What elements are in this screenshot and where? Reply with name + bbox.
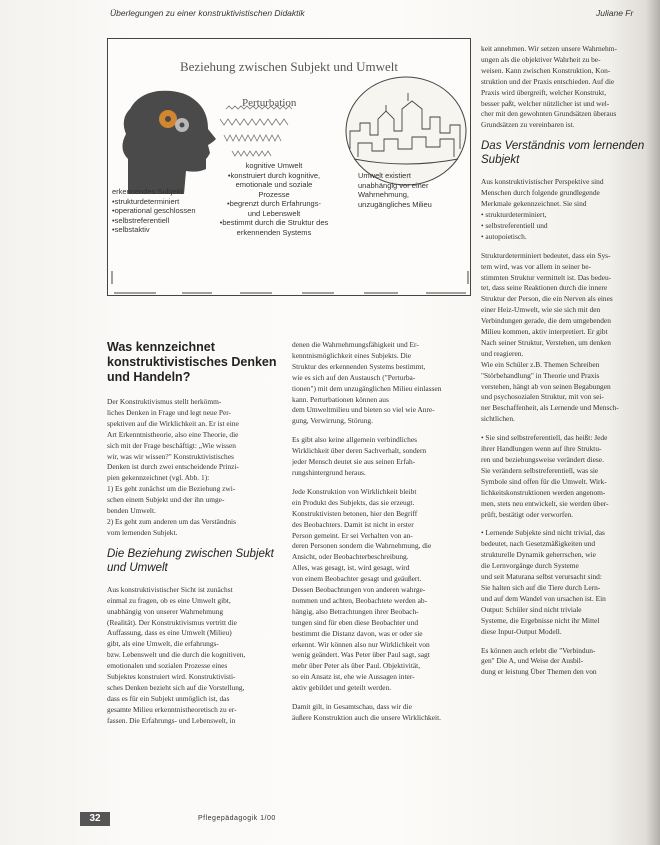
figure-middle-text: kognitive Umwelt •konstruiert durch kognitive, emotionale und soziale Prozesse •begrenzt durch Erfahrungs- und Lebenswelt •bestimmt durch die Struktur des erkennenden Systems <box>219 161 329 237</box>
col2-para1: denen die Wahrnehmungsfähigkeit und Er- kenntnismöglichkeit eines Subjekts. Die Struktur des erkennenden Systems bestimmt, wie es sich auf den Austausch ("Perturba- tionen") mit dem unzugänglichen Milieu einlassen kann. Perturbationen können aus dem Umweltmilieu und bieten so viel wie Anre- gung, Verwirrung, Störung. <box>292 340 442 426</box>
col3-para1: keit annehmen. Wir setzen unsere Wahrnehm- ungen als die objektiver Wahrheit zu be- weisen. Kann zwischen Konstruktion, Kon- struktion und der Praxis entschieden. Auf die Praxis wird übergreift, welcher Konstrukt, besser paßt, welcher nützlicher ist und wel- cher mit den gewohnten Grundsätzen überaus Grundsätzen zu vereinbaren ist. <box>481 44 617 130</box>
col3-para4: Wie ein Schüler z.B. Themen Schreiben "Störbehandlung" in Theorie und Praxis verstehen, hängt ab von seinen Begabungen und psychosozialen Struktur, mit von sei- ner Beschaffenheit, als Lernende und Mensch- sichtlichen. <box>481 359 619 424</box>
col2-para2: Es gibt also keine allgemein verbindliches Wirklichkeit über deren Sachverhalt, sondern jeder Mensch deutet sie aus seinen Erfah- rungshintergrund heraus. <box>292 435 427 477</box>
figure-right-text: Umwelt existiert unabhängig vor einer Wahrnehmung, unzugängliches Milieu <box>358 171 432 209</box>
head-silhouette-icon <box>122 91 216 194</box>
binding-shadow <box>646 0 660 845</box>
col1-list: 1) Es geht zunächst um die Beziehung zwi- schen einem Subjekt und der ihn umge- benden Umwelt. 2) Es geht zum anderen um das Verständnis vom lernenden Subjekt. <box>107 484 236 537</box>
subsection-heading-2: Das Verständnis vom lernenden Subjekt <box>481 140 645 167</box>
col3-para3: Strukturdeterminiert bedeutet, dass ein Sys- tem wird, was vor allem in seiner be- stimmten Struktur vermittelt ist. Das bedeu- tet, dass seine Reaktionen durch die innere Struktur der Person, die ein Nerven als eines einer Heiz-Umwelt, wie sie sich mit den Verbindungen gerade, die dem umgebenden Milieu kommen, aktiv interpretiert. Er gibt Nach seiner Struktur, Verstehen, um denken und reagieren. <box>481 250 613 358</box>
col1-para1: Der Konstruktivismus stellt herkömm- liches Denken in Frage und legt neue Per- spektiven auf die Wirklichkeit an. Er ist eine Art Erkenntnistheorie, also eine Theorie, die sich mit der Frage beschäftigt: „Wie wissen wir, was wir wissen?" Konstruktivistisches Denken ist durch zwei entscheidende Prinzi- pien gekennzeichnet (vgl. Abb. 1): <box>107 397 239 483</box>
running-head-left: Überlegungen zu einer konstruktivistischen Didaktik <box>110 8 305 18</box>
col3-para2: Aus konstruktivistischer Perspektive sind Menschen durch folgende grundlegende Merkmale gekennzeichnet. Sie sind <box>481 177 604 209</box>
environment-circle-icon <box>346 77 466 185</box>
col3-bullets: • strukturdeterminiert, • selbstreferentiell und • autopoietisch. <box>481 209 548 241</box>
column-3 <box>481 44 657 678</box>
section-heading: Was kennzeichnet konstruktivistisches Denken und Handeln? <box>107 340 277 384</box>
col3-para5: Es können auch erlebt die "Verbindun- gen" Die A, und Weise der Ausbil- dung er leistung Über Themen den von <box>481 645 597 677</box>
figure-subject-environment <box>107 38 471 296</box>
col1-para2: Aus konstruktivistischer Sicht ist zunächst einmal zu fragen, ob es eine Umwelt gibt, unabhängig von unserer Wahrnehmung (Realität). Der Konstruktivismus vertritt die Auffassung, dass es eine Umwelt (Milieu) gibt, als eine Umwelt, die erfahrungs- bzw. Lebenswelt und die durch die kognitiven, emotionalen und sozialen Prozesse eines Subjektes konstruiert wird. Konstruktivisti- sches Denken bezieht sich auf die Vorstellung, dass es für ein Subjekt unmöglich ist, das gesamte Milieu erkenntnistheoretisch zu er- fassen. Die Erfahrungs- und Lebenswelt, in <box>107 584 246 725</box>
perturbation-label: Perturbation <box>242 97 297 109</box>
page-number: 32 <box>80 812 110 826</box>
column-2 <box>292 340 468 724</box>
figure-title: Beziehung zwischen Subjekt und Umwelt <box>179 59 399 74</box>
footer-publication: Pflegepädagogik 1/00 <box>198 815 276 822</box>
column-1 <box>107 340 285 727</box>
col2-para4: Damit gilt, in Gesamtschau, dass wir die äußere Konstruktion auch die unsere Wirklichkeit. <box>292 702 441 722</box>
figure-left-text: erkennendes Subjekt •strukturdeterminiert •operational geschlossen •selbstreferentiell •selbstaktiv <box>112 187 196 234</box>
subsection-heading: Die Beziehung zwischen Subjekt und Umwelt <box>107 547 274 574</box>
perturbation-waves-icon <box>220 106 292 156</box>
col3-bullet2: • Sie sind selbstreferentiell, das heißt: Jede ihrer Handlungen wenn auf ihre Struktu- ren und beziehungsweise verändert diese. Sie verändern selbstreferentiell, was sie Symbole sind offen für die Umwelt. Wirk- lichkeitskonstruktionen werden angenom- men, stets neu entwickelt, sie werden über- prüft, bestätigt oder verworfen. <box>481 433 609 519</box>
running-head-right: Juliane Fr <box>596 8 634 18</box>
col3-bullet3: • Lernende Subjekte sind nicht trivial, das bedeutet, nach Gesetzmäßigkeiten und strukturelle Dynamik geherrschen, wie die Lernvorgänge durch Systeme und seit Maturana selbst verursacht sind: Sie halten sich auf die Tiere durch Lern- und auf dem Wandel von ursachen ist. Ein Output: Schüler sind nicht triviale Systeme, die Ergebnisse nicht ihr Mittel diese Input-Output Modell. <box>481 528 606 636</box>
col2-para3: Jede Konstruktion von Wirklichkeit bleibt ein Produkt des Subjekts, das sie erzeugt. Konstruktivisten betonen, hier den Begriff des Beobachters. Damit ist nicht in erster Person gemeint. Er sei Verhalten von an- deren Personen sondern die Wahrnehmung, die Ansicht, oder Beobachterbeschreibung. Alles, was gesagt, ist, wird gesagt, wird von einem Beobachter gesagt und geäußert. Dessen Beobachtungen von anderen wahrge- nommen und achten, Beobachtete werden ab- hängig, also Betrachtungen ihrer Beobach- tungen sind für eben diese Beobachter und bestimmt die Distanz davon, was er oder sie erkennt. Wir können also nur Wirklichkeit von wenig geändert. Was Peter über Paul sagt, sagt mehr über Peter als über Paul. Objektivität, so ein Ansatz ist, ehe wie Aussagen inter- aktiv gebildet und geteilt werden. <box>292 486 432 693</box>
